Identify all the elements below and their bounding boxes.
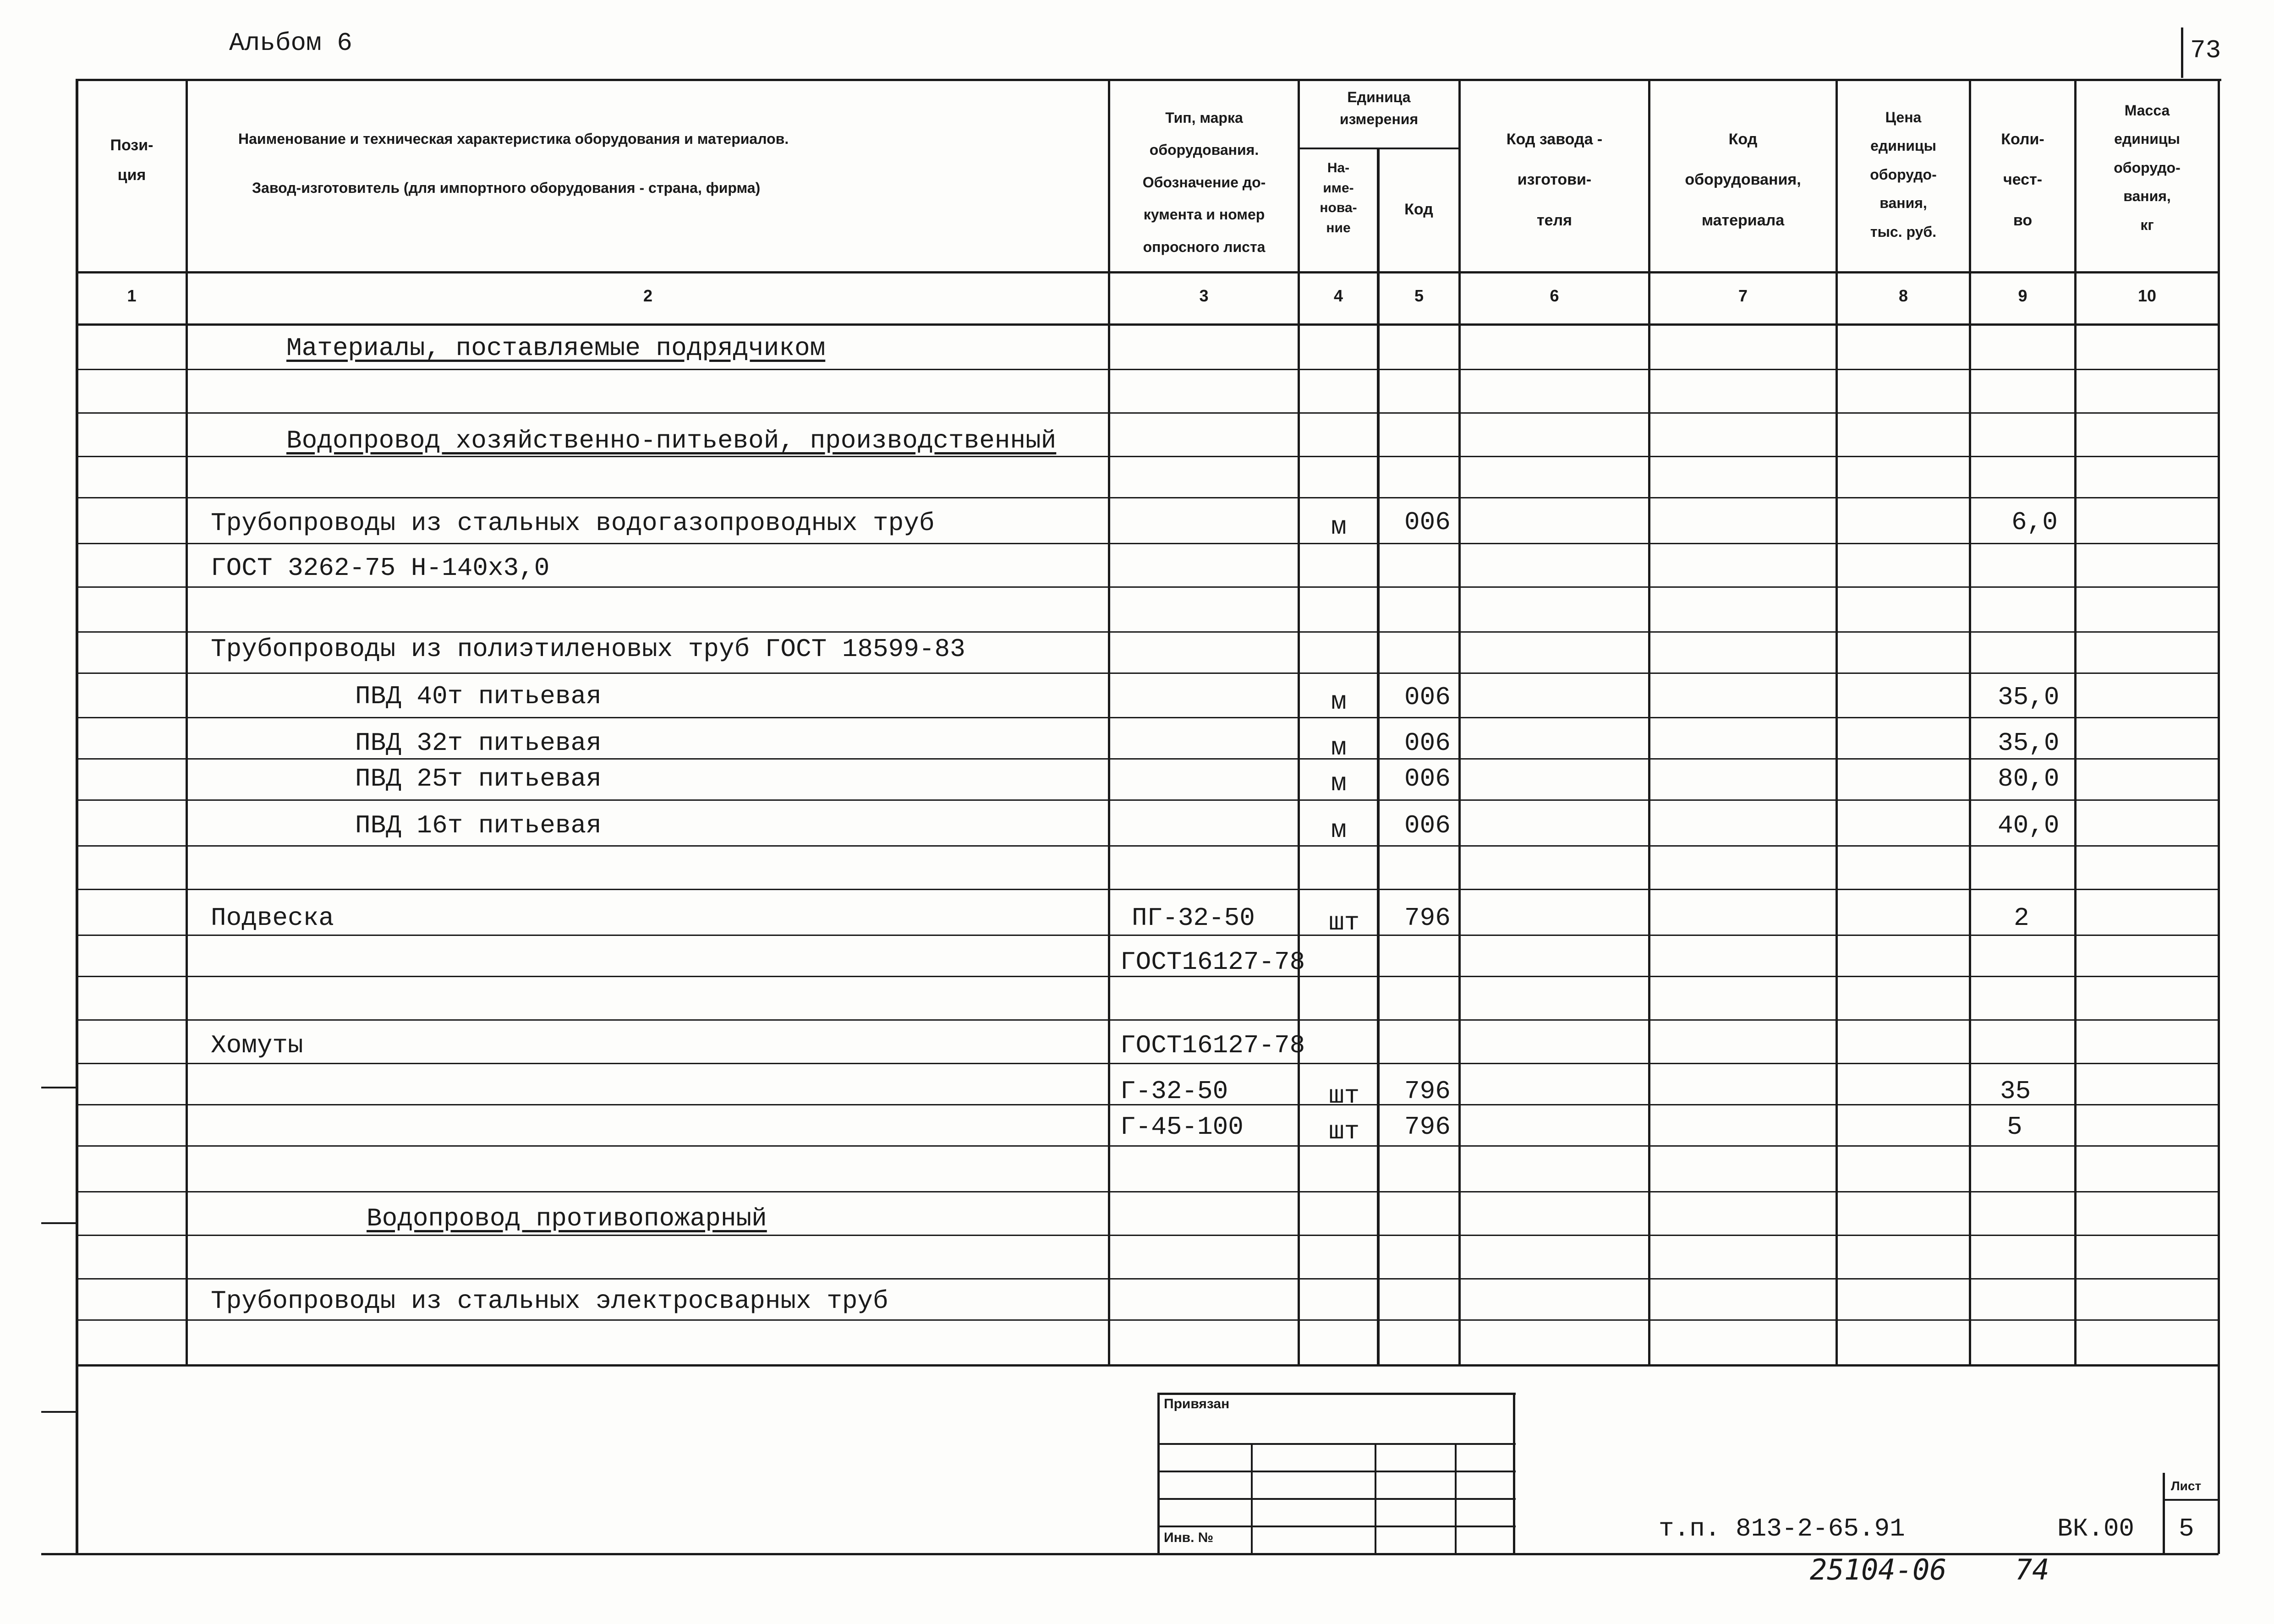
colnum-3: 3 <box>1199 286 1209 305</box>
section-title-drinking-water: Водопровод хозяйственно-питьевой, производственный <box>286 426 1057 455</box>
row-separator <box>77 412 2218 414</box>
col-line-4 <box>1377 149 1380 1366</box>
row-separator <box>77 717 2218 718</box>
colnum-10: 10 <box>2137 286 2157 305</box>
header-unit-name: На- име- нова- ние <box>1320 160 1357 235</box>
colnum-7: 7 <box>1738 286 1748 305</box>
colnum-2: 2 <box>643 286 653 305</box>
colnum-9: 9 <box>2018 286 2027 305</box>
stamp-vline-3 <box>1455 1443 1457 1553</box>
header-name-line2: Завод-изготовитель (для импортного оборудования - страна, фирма) <box>252 180 761 196</box>
col-line-8 <box>1969 79 1971 1366</box>
row-clamp-g32-code: 796 <box>1404 1077 1451 1106</box>
row-pvd32-unit: м <box>1331 733 1347 762</box>
handwritten-inventory-number: 25104-06 74 <box>1810 1553 2049 1586</box>
row-pvd32-name: ПВД 32т питьевая <box>355 728 602 758</box>
stamp-hline-3 <box>1158 1498 1516 1500</box>
stamp-box-right <box>1513 1393 1515 1553</box>
row-clamp-g32-type: Г-32-50 <box>1120 1077 1228 1106</box>
unit-group-split <box>1299 148 1458 149</box>
stamp-box-left <box>1157 1393 1160 1553</box>
stamp-box-top <box>1158 1393 1516 1395</box>
row-clamp-g45-qty: 5 <box>2007 1112 2022 1142</box>
table-top-border <box>77 79 2221 81</box>
row-pvd32-qty: 35,0 <box>1998 728 2060 758</box>
row-pvd16-code: 006 <box>1404 811 1451 840</box>
row-separator <box>77 1145 2218 1147</box>
row-separator <box>77 631 2218 633</box>
col-line-1 <box>186 79 188 1366</box>
row-gost-3262: ГОСТ 3262-75 Н-140х3,0 <box>211 553 550 583</box>
doc-code: т.п. 813-2-65.91 <box>1659 1514 1905 1543</box>
row-steel-pipes-unit: м <box>1331 512 1347 541</box>
row-separator <box>77 1278 2218 1280</box>
stamp-vline-2 <box>1375 1443 1376 1553</box>
header-quantity: Коли- чест- во <box>2001 131 2044 229</box>
list-number: 5 <box>2179 1514 2194 1543</box>
stamp-inv-no: Инв. № <box>1164 1530 1214 1545</box>
header-bottom-line <box>77 271 2218 273</box>
row-pvd32-code: 006 <box>1404 728 1451 758</box>
col-line-3 <box>1298 79 1300 1366</box>
row-separator <box>77 935 2218 936</box>
margin-tick-1 <box>41 1087 78 1088</box>
header-type: Тип, марка оборудования. Обозначение до- кумента и номер опросного листа <box>1142 109 1266 255</box>
list-label: Лист <box>2171 1479 2202 1493</box>
row-separator <box>77 799 2218 801</box>
sheet-code: ВК.00 <box>2057 1514 2135 1543</box>
col-line-9 <box>2074 79 2077 1366</box>
colnum-1: 1 <box>127 286 137 305</box>
colnum-8: 8 <box>1898 286 1908 305</box>
row-pvd40-name: ПВД 40т питьевая <box>355 682 602 711</box>
row-separator <box>77 369 2218 370</box>
header-material-code: Код оборудования, материала <box>1685 131 1801 229</box>
row-clamps-name: Хомуты <box>211 1031 303 1060</box>
row-separator <box>77 1235 2218 1236</box>
row-pvd25-qty: 80,0 <box>1998 764 2060 793</box>
col-line-2 <box>1108 79 1110 1366</box>
row-hanger-qty: 2 <box>2014 903 2029 933</box>
stamp-privyazan: Привязан <box>1164 1396 1230 1411</box>
header-unit-code: Код <box>1404 201 1433 218</box>
table-bottom-line <box>77 1364 2218 1367</box>
row-welded-pipes-name: Трубопроводы из стальных электросварных труб <box>211 1286 888 1316</box>
row-hanger-gost: ГОСТ16127-78 <box>1120 947 1305 977</box>
row-separator <box>77 543 2218 544</box>
row-pe-pipes-name: Трубопроводы из полиэтиленовых труб ГОСТ 18599-83 <box>211 634 965 664</box>
stamp-hline-2 <box>1158 1471 1516 1472</box>
row-separator <box>77 845 2218 847</box>
header-price: Цена единицы оборудо- вания, тыс. руб. <box>1870 109 1937 240</box>
row-hanger-unit: шт <box>1329 908 1360 937</box>
colnum-6: 6 <box>1550 286 1559 305</box>
row-pvd40-unit: м <box>1331 687 1347 716</box>
row-separator <box>77 1063 2218 1064</box>
row-clamps-gost: ГОСТ16127-78 <box>1120 1031 1305 1060</box>
page-number: 73 <box>2190 36 2221 65</box>
row-hanger-name: Подвеска <box>211 903 334 933</box>
row-pvd40-qty: 35,0 <box>1998 683 2060 712</box>
stamp-hline-4 <box>1158 1526 1516 1527</box>
row-separator <box>77 673 2218 674</box>
row-separator <box>77 497 2218 498</box>
row-separator <box>77 889 2218 890</box>
row-clamp-g32-qty: 35 <box>2000 1077 2031 1106</box>
colnum-5: 5 <box>1414 286 1424 305</box>
list-box-left <box>2163 1473 2165 1553</box>
row-separator <box>77 1019 2218 1021</box>
row-pvd25-name: ПВД 25т питьевая <box>355 764 602 793</box>
col-line-5 <box>1458 79 1461 1366</box>
row-hanger-code: 796 <box>1404 903 1451 933</box>
section-title-fire-water: Водопровод противопожарный <box>367 1204 767 1233</box>
colnum-4: 4 <box>1333 286 1343 305</box>
row-separator <box>77 456 2218 457</box>
margin-tick-3 <box>41 1411 78 1413</box>
list-box-mid <box>2163 1499 2219 1501</box>
numbers-bottom-line <box>77 323 2218 326</box>
page-number-divider <box>2181 27 2183 78</box>
header-unit-group: Единица измерения <box>1339 89 1419 127</box>
table-right-border <box>2218 79 2220 1554</box>
row-pvd25-code: 006 <box>1404 764 1451 793</box>
row-pvd40-code: 006 <box>1404 683 1451 712</box>
row-clamp-g45-unit: шт <box>1329 1117 1360 1146</box>
header-mass: Масса единицы оборудо- вания, кг <box>2114 102 2181 233</box>
row-steel-pipes-qty: 6,0 <box>2011 508 2058 537</box>
row-clamp-g45-type: Г-45-100 <box>1120 1112 1244 1142</box>
margin-tick-2 <box>41 1222 78 1224</box>
stamp-vline-1 <box>1251 1443 1253 1553</box>
row-separator <box>77 586 2218 588</box>
row-pvd25-unit: м <box>1331 769 1347 798</box>
album-label: Альбом 6 <box>229 28 352 58</box>
stamp-hline-1 <box>1158 1443 1516 1445</box>
row-clamp-g45-code: 796 <box>1404 1112 1451 1142</box>
row-clamp-g32-unit: шт <box>1329 1081 1360 1110</box>
col-line-6 <box>1648 79 1650 1366</box>
row-pvd16-name: ПВД 16т питьевая <box>355 811 602 840</box>
row-steel-pipes-code: 006 <box>1404 508 1451 537</box>
row-hanger-type: ПГ-32-50 <box>1132 903 1255 933</box>
row-separator <box>77 1191 2218 1192</box>
header-factory-code: Код завода - изготови- теля <box>1506 131 1603 229</box>
col-line-7 <box>1836 79 1838 1366</box>
row-pvd16-qty: 40,0 <box>1998 811 2060 840</box>
row-pvd16-unit: м <box>1331 815 1347 845</box>
header-name-line1: Наименование и техническая характеристика оборудования и материалов. <box>238 131 789 147</box>
row-steel-pipes-name: Трубопроводы из стальных водогазопроводных труб <box>211 509 935 538</box>
header-position: Пози- ция <box>110 137 153 184</box>
row-separator <box>77 1319 2218 1321</box>
row-separator <box>77 758 2218 760</box>
section-title-contractor-materials: Материалы, поставляемые подрядчиком <box>286 334 826 363</box>
